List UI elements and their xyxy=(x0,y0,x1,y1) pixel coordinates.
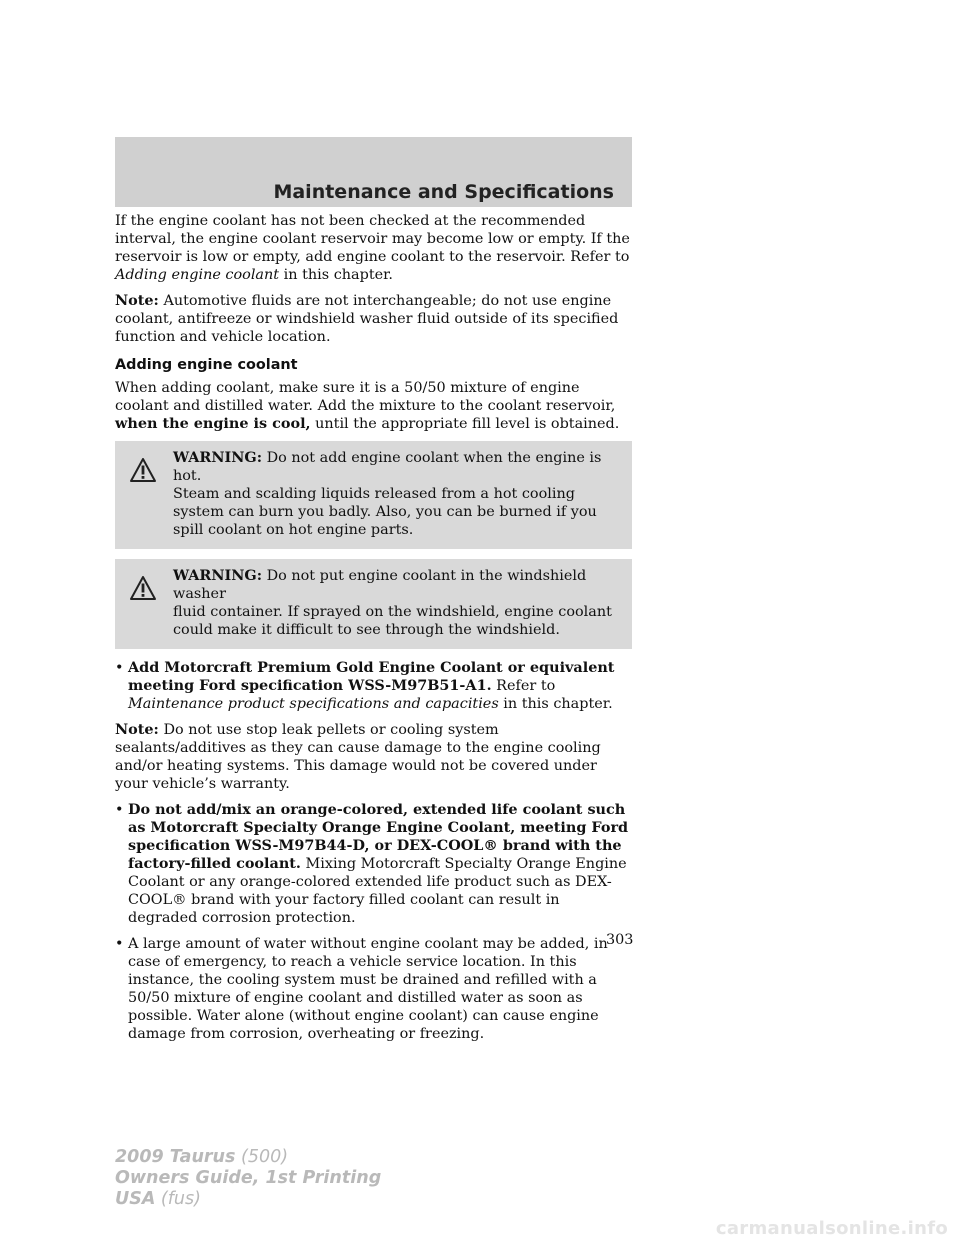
footer-model: 2009 Taurus xyxy=(115,1147,236,1167)
warning-label: WARNING: xyxy=(173,449,263,466)
note-stop-leak xyxy=(115,721,632,793)
note-text: Automotive fluids are not interchangeable; do not use engine coolant, antifreeze or windshield washer fluid outside of its specified function and vehicle location. xyxy=(115,293,619,345)
warning-label: WARNING: xyxy=(173,567,263,584)
bullet-after: in this chapter. xyxy=(498,696,613,712)
warning-triangle-icon xyxy=(129,457,157,483)
adding-bold: when the engine is cool, xyxy=(115,415,311,432)
intro-paragraph xyxy=(115,212,632,284)
watermark: carmanualsonline.info xyxy=(715,1218,948,1239)
footer-market-code: (fus) xyxy=(155,1189,201,1209)
warning-line1: Do not put engine coolant in the windshield washer xyxy=(173,568,587,602)
section-header-band xyxy=(115,137,632,207)
bullet-text: Mixing Motorcraft Specialty Orange Engine Coolant or any orange-colored extended life product such as DEX-COOL® brand with your factory filled coolant can result in degraded corrosion protection. xyxy=(128,856,627,926)
footer-edition: Owners Guide, 1st Printing xyxy=(115,1168,382,1188)
section-title: Maintenance and Specifications xyxy=(273,181,614,203)
warning-first-line xyxy=(129,567,618,603)
bullet-marker: • xyxy=(115,936,124,952)
note-fluids xyxy=(115,292,632,346)
warning-box-washer xyxy=(115,559,632,649)
bullet-text: A large amount of water without engine coolant may be added, in case of emergency, to reach a vehicle service location. In this instance, the cooling system must be drained and refilled with a 50/50 mixture of engine coolant and distilled water as soon as possible. Water alone (without engine coolant) can cause engine damage from corrosion, overheating or freezing. xyxy=(128,936,608,1042)
adding-after: until the appropriate fill level is obtained. xyxy=(310,416,620,432)
footer-market: USA xyxy=(115,1189,156,1209)
intro-text: If the engine coolant has not been checked at the recommended interval, the engine coolant reservoir may become low or empty. If the reservoir is low or empty, add engine coolant to the reservoir. Refer to xyxy=(115,213,630,265)
bullet-marker: • xyxy=(115,802,124,818)
adding-text: When adding coolant, make sure it is a 50/50 mixture of engine coolant and distilled water. Add the mixture to the coolant reservoir, xyxy=(115,380,616,414)
footer-model-code: (500) xyxy=(235,1147,289,1167)
note-text: Do not use stop leak pellets or cooling system sealants/additives as they can cause damage to the engine cooling and/or heating systems. This damage would not be covered under your vehicle’s warranty. xyxy=(115,722,601,792)
bullet-reference: Maintenance product specifications and capacities xyxy=(128,696,499,712)
note-label: Note: xyxy=(115,721,159,738)
subheading-adding-coolant: Adding engine coolant xyxy=(115,357,298,373)
page-content xyxy=(115,212,632,1051)
warning-line1: Do not add engine coolant when the engine is hot. xyxy=(173,450,602,484)
list-item xyxy=(115,935,632,1043)
bullet-bold: Add Motorcraft Premium Gold Engine Coolant or equivalent meeting Ford specification WSS-M97B51-A1. xyxy=(128,659,615,694)
intro-after: in this chapter. xyxy=(279,267,393,283)
warning-box-hot-engine xyxy=(115,441,632,549)
print-footer xyxy=(115,1147,381,1210)
bullet-marker: • xyxy=(115,660,124,676)
page-number: 303 xyxy=(606,932,634,948)
warning-rest: Steam and scalding liquids released from a hot cooling system can burn you badly. Also, you can be burned if you spill coolant on hot engine parts. xyxy=(173,486,597,538)
warning-triangle-icon xyxy=(129,575,157,601)
list-item xyxy=(115,659,632,713)
adding-coolant-paragraph xyxy=(115,379,632,433)
bullet-text: Refer to xyxy=(491,678,556,694)
warning-rest: fluid container. If sprayed on the windshield, engine coolant could make it difficult to see through the windshield. xyxy=(173,604,612,638)
warning-first-line xyxy=(129,449,618,485)
note-label: Note: xyxy=(115,292,159,309)
intro-reference: Adding engine coolant xyxy=(115,267,280,283)
bullet-bold: Do not add/mix an orange-colored, extended life coolant such as Motorcraft Specialty Orange Engine Coolant, meeting Ford specification WSS-M97B44-D, or DEX-COOL® brand with the factory-filled coolant. xyxy=(128,801,629,872)
list-item xyxy=(115,801,632,927)
